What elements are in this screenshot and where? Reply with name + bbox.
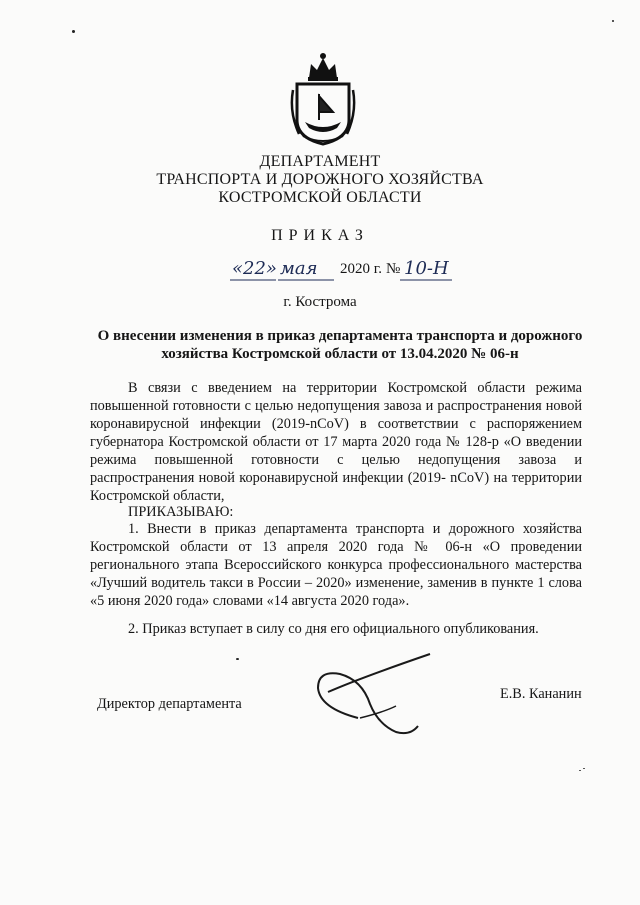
- order-year: 2020 г.: [340, 261, 382, 277]
- number-underline: [400, 278, 452, 282]
- intro-paragraph: В связи с введением на территории Костромской области режима повышенной готовности с целью недопущения завоза и распространения новой коронавирусной инфекции (2019-nCoV) в соответствии с распоряжением губернатора Костромской области от 17 марта 2020 года № 128-р «О введении режима повышенной готовности с целью недопущения завоза и распространения новой коронавирусной инфекции (2019- nCoV) на территории Костромской области,: [90, 380, 582, 504]
- order-subject-heading: О внесении изменения в приказ департамента транспорта и дорожного хозяйства Костромской области от 13.04.2020 № 06-н: [97, 328, 583, 362]
- handwritten-order-number: 10-Н: [404, 258, 449, 279]
- day-underline: [230, 278, 276, 282]
- order-item-1: 1. Внести в приказ департамента транспорта и дорожного хозяйства Костромской области от 13 апреля 2020 года № 06-н «О проведении регионального этапа Всероссийского конкурса профессионального мастерства «Лучший водитель такси в России – 2020» изменение, заменив в пункте 1 слова «5 июня 2020 года» словами «14 августа 2020 года».: [90, 521, 582, 609]
- handwritten-month: мая: [280, 258, 318, 279]
- scan-speck: [72, 30, 75, 33]
- handwritten-day: «22»: [232, 258, 277, 279]
- scan-speck: [579, 770, 581, 771]
- city-line: г. Кострома: [283, 294, 357, 310]
- scan-speck: [612, 20, 614, 22]
- document-type-title: ПРИКАЗ: [271, 227, 369, 244]
- department-title: ДЕПАРТАМЕНТ: [259, 153, 381, 170]
- signatory-position: Директор департамента: [97, 696, 242, 712]
- scan-speck: [583, 768, 585, 769]
- handwritten-signature: [300, 648, 440, 738]
- department-subtitle-line1: ТРАНСПОРТА И ДОРОЖНОГО ХОЗЯЙСТВА: [156, 171, 484, 188]
- order-verb: ПРИКАЗЫВАЮ:: [128, 504, 234, 520]
- coat-of-arms-emblem: [289, 50, 357, 146]
- signatory-name: Е.В. Кананин: [500, 686, 582, 702]
- department-subtitle-line2: КОСТРОМСКОЙ ОБЛАСТИ: [218, 189, 422, 206]
- scan-speck: [236, 658, 239, 660]
- order-date-number-line: [200, 258, 480, 284]
- order-item-2: 2. Приказ вступает в силу со дня его официального опубликования.: [128, 621, 539, 637]
- number-sign: №: [386, 261, 401, 277]
- month-underline: [278, 278, 334, 282]
